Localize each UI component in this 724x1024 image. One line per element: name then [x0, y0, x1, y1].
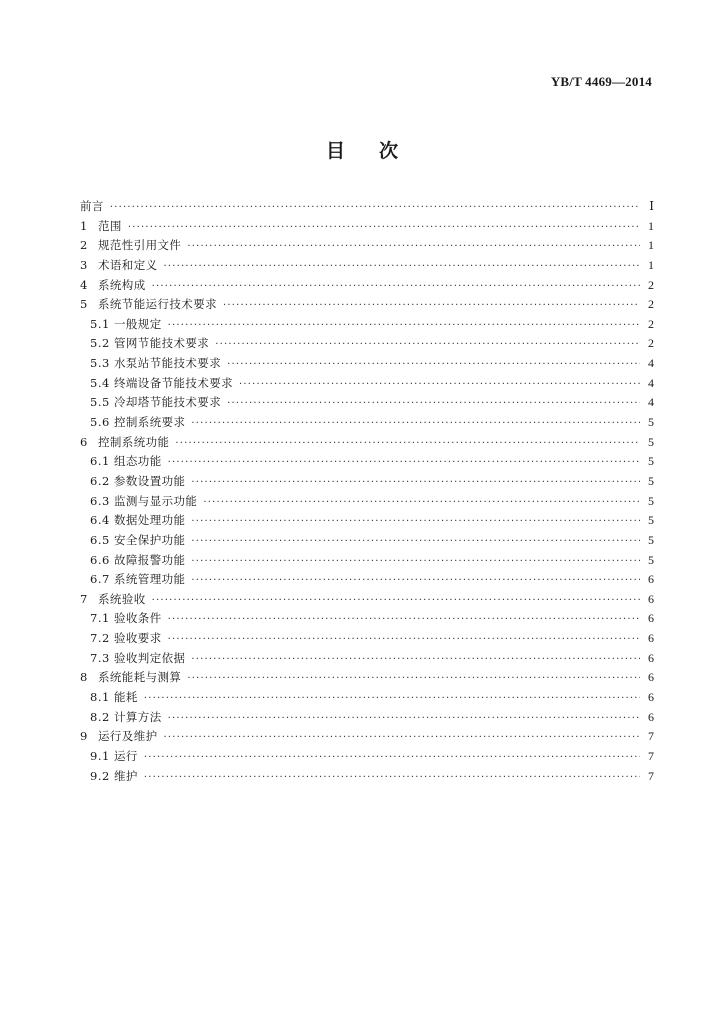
toc-entry-page-number: 5 [648, 532, 654, 547]
toc-entry-page-number: 6 [648, 591, 654, 606]
toc-leader-dots [144, 768, 640, 788]
toc-leader-dots [191, 552, 640, 572]
toc-leader-dots [227, 394, 640, 414]
toc-entry-number: 6.3 [90, 493, 110, 508]
toc-entry-number: 5.6 [90, 415, 110, 430]
toc-entry-page-number: 2 [648, 297, 654, 312]
toc-entry-page-number: Ⅰ [649, 199, 654, 213]
table-of-contents [80, 197, 654, 786]
toc-entry-number: 6.2 [90, 473, 110, 488]
toc-entry[interactable] [80, 276, 654, 296]
toc-entry[interactable] [80, 413, 654, 433]
toc-leader-dots [110, 198, 640, 218]
toc-entry-label: 计算方法 [114, 709, 162, 724]
toc-entry-number: 4 [80, 277, 88, 292]
toc-entry-label: 系统能耗与测算 [98, 670, 182, 685]
toc-entry-label: 一般规定 [114, 316, 162, 331]
toc-leader-dots [191, 414, 640, 434]
toc-entry-label: 系统构成 [98, 277, 146, 292]
toc-entry-page-number: 4 [648, 395, 654, 410]
toc-entry[interactable] [80, 511, 654, 531]
toc-entry[interactable] [80, 217, 654, 237]
toc-entry-page-number: 6 [648, 690, 654, 705]
toc-entry-number: 9.1 [90, 748, 110, 763]
toc-leader-dots [168, 316, 640, 336]
toc-entry-label: 验收要求 [114, 631, 162, 646]
toc-leader-dots [168, 453, 640, 473]
toc-leader-dots [187, 669, 640, 689]
toc-entry-page-number: 5 [648, 552, 654, 567]
toc-entry-label: 术语和定义 [98, 257, 158, 272]
toc-entry-label: 监测与显示功能 [114, 493, 198, 508]
toc-entry[interactable] [80, 452, 654, 472]
toc-leader-dots [128, 218, 640, 238]
toc-entry-number: 9 [80, 729, 88, 744]
toc-entry-page-number: 6 [648, 611, 654, 626]
toc-leader-dots [164, 728, 641, 748]
toc-entry[interactable] [80, 747, 654, 767]
toc-entry-number: 5.1 [90, 316, 110, 331]
toc-entry[interactable] [80, 727, 654, 747]
toc-entry[interactable] [80, 570, 654, 590]
toc-entry-label: 运行及维护 [98, 729, 158, 744]
toc-entry[interactable] [80, 609, 654, 629]
toc-entry-number: 5.4 [90, 375, 110, 390]
page-title [0, 136, 724, 163]
toc-entry-number: 8.1 [90, 690, 110, 705]
toc-entry-number: 5 [80, 297, 88, 312]
toc-entry-number: 7.2 [90, 631, 110, 646]
toc-entry-label: 组态功能 [114, 454, 162, 469]
toc-leader-dots [215, 335, 640, 355]
toc-entry[interactable] [80, 531, 654, 551]
toc-entry-number: 6 [80, 434, 88, 449]
toc-leader-dots [144, 748, 640, 768]
toc-entry-page-number: 6 [648, 631, 654, 646]
toc-leader-dots [144, 689, 640, 709]
toc-entry[interactable] [80, 767, 654, 787]
toc-entry[interactable] [80, 590, 654, 610]
toc-entry-number: 6.5 [90, 532, 110, 547]
toc-entry-label: 控制系统要求 [114, 415, 186, 430]
toc-entry-page-number: 7 [648, 729, 654, 744]
toc-entry[interactable] [80, 688, 654, 708]
toc-entry-number: 5.5 [90, 395, 110, 410]
toc-entry-number: 6.6 [90, 552, 110, 567]
toc-entry-number: 9.2 [90, 768, 110, 783]
toc-entry[interactable] [80, 433, 654, 453]
toc-entry-label: 水泵站节能技术要求 [114, 356, 222, 371]
toc-entry-label: 规范性引用文件 [98, 238, 182, 253]
toc-entry[interactable] [80, 393, 654, 413]
toc-entry-label: 参数设置功能 [114, 473, 186, 488]
toc-entry[interactable] [80, 354, 654, 374]
title-char-1: 目 [325, 140, 345, 162]
toc-entry-page-number: 2 [648, 277, 654, 292]
toc-entry[interactable] [80, 334, 654, 354]
toc-leader-dots [191, 512, 640, 532]
toc-entry-label: 能耗 [114, 690, 138, 705]
toc-leader-dots [227, 355, 640, 375]
toc-entry-label: 冷却塔节能技术要求 [114, 395, 222, 410]
toc-entry-number: 7 [80, 591, 88, 606]
toc-entry-number: 8.2 [90, 709, 110, 724]
toc-entry-label: 维护 [114, 768, 138, 783]
toc-entry-label: 验收判定依据 [114, 650, 186, 665]
toc-entry-page-number: 4 [648, 356, 654, 371]
toc-entry-page-number: 7 [648, 768, 654, 783]
toc-entry-page-number: 4 [648, 375, 654, 390]
toc-leader-dots [175, 434, 640, 454]
toc-leader-dots [168, 630, 640, 650]
toc-entry-number: 5.3 [90, 356, 110, 371]
toc-leader-dots [187, 237, 640, 257]
toc-entry-label: 管网节能技术要求 [114, 336, 210, 351]
toc-entry-page-number: 5 [648, 493, 654, 508]
toc-entry[interactable] [80, 472, 654, 492]
toc-entry-number: 2 [80, 238, 88, 253]
toc-entry[interactable] [80, 236, 654, 256]
toc-entry-page-number: 1 [648, 238, 654, 253]
toc-leader-dots [239, 375, 640, 395]
toc-entry-page-number: 5 [648, 434, 654, 449]
toc-leader-dots [191, 532, 640, 552]
toc-entry-label: 故障报警功能 [114, 552, 186, 567]
toc-entry[interactable] [80, 315, 654, 335]
toc-entry-page-number: 6 [648, 572, 654, 587]
toc-entry-page-number: 1 [648, 218, 654, 233]
title-char-2: 次 [379, 140, 399, 162]
toc-entry-page-number: 5 [648, 454, 654, 469]
toc-entry-page-number: 6 [648, 709, 654, 724]
toc-entry-label: 数据处理功能 [114, 513, 186, 528]
toc-entry-page-number: 2 [648, 316, 654, 331]
toc-entry[interactable] [80, 708, 654, 728]
toc-leader-dots [168, 709, 640, 729]
toc-entry[interactable] [80, 374, 654, 394]
toc-entry-page-number: 6 [648, 670, 654, 685]
toc-leader-dots [191, 571, 640, 591]
toc-leader-dots [164, 257, 641, 277]
toc-entry-page-number: 5 [648, 415, 654, 430]
toc-entry-page-number: 1 [648, 257, 654, 272]
toc-leader-dots [152, 277, 640, 297]
toc-leader-dots [168, 610, 640, 630]
toc-leader-dots [152, 591, 640, 611]
toc-entry-label: 控制系统功能 [98, 434, 170, 449]
toc-entry-label: 终端设备节能技术要求 [114, 375, 233, 390]
toc-leader-dots [191, 650, 640, 670]
toc-entry-label: 范围 [98, 218, 122, 233]
toc-entry-page-number: 5 [648, 513, 654, 528]
toc-entry-page-number: 2 [648, 336, 654, 351]
toc-entry-label: 系统验收 [98, 591, 146, 606]
toc-entry-number: 1 [80, 218, 88, 233]
toc-entry[interactable] [80, 649, 654, 669]
toc-entry-label: 系统管理功能 [114, 572, 186, 587]
toc-entry-label: 验收条件 [114, 611, 162, 626]
toc-leader-dots [203, 493, 640, 513]
toc-entry-label: 运行 [114, 748, 138, 763]
document-code: YB/T 4469—2014 [550, 74, 652, 89]
toc-entry-number: 3 [80, 257, 88, 272]
toc-entry[interactable] [80, 256, 654, 276]
toc-entry[interactable] [80, 629, 654, 649]
toc-entry-number: 7.1 [90, 611, 110, 626]
toc-entry-label: 系统节能运行技术要求 [98, 297, 217, 312]
toc-entry-number: 8 [80, 670, 88, 685]
toc-entry[interactable] [80, 492, 654, 512]
toc-entry-number: 7.3 [90, 650, 110, 665]
toc-entry-number: 6.7 [90, 572, 110, 587]
toc-entry-number: 6.4 [90, 513, 110, 528]
toc-entry[interactable] [80, 295, 654, 315]
toc-leader-dots [223, 296, 640, 316]
toc-entry-number: 5.2 [90, 336, 110, 351]
toc-entry-page-number: 5 [648, 473, 654, 488]
toc-entry-label: 前言 [80, 199, 104, 213]
toc-entry-page-number: 6 [648, 650, 654, 665]
toc-leader-dots [191, 473, 640, 493]
toc-entry-page-number: 7 [648, 748, 654, 763]
toc-entry-number: 6.1 [90, 454, 110, 469]
toc-entry[interactable] [80, 551, 654, 571]
toc-entry-label: 安全保护功能 [114, 532, 186, 547]
toc-entry[interactable] [80, 197, 654, 217]
toc-entry[interactable] [80, 668, 654, 688]
